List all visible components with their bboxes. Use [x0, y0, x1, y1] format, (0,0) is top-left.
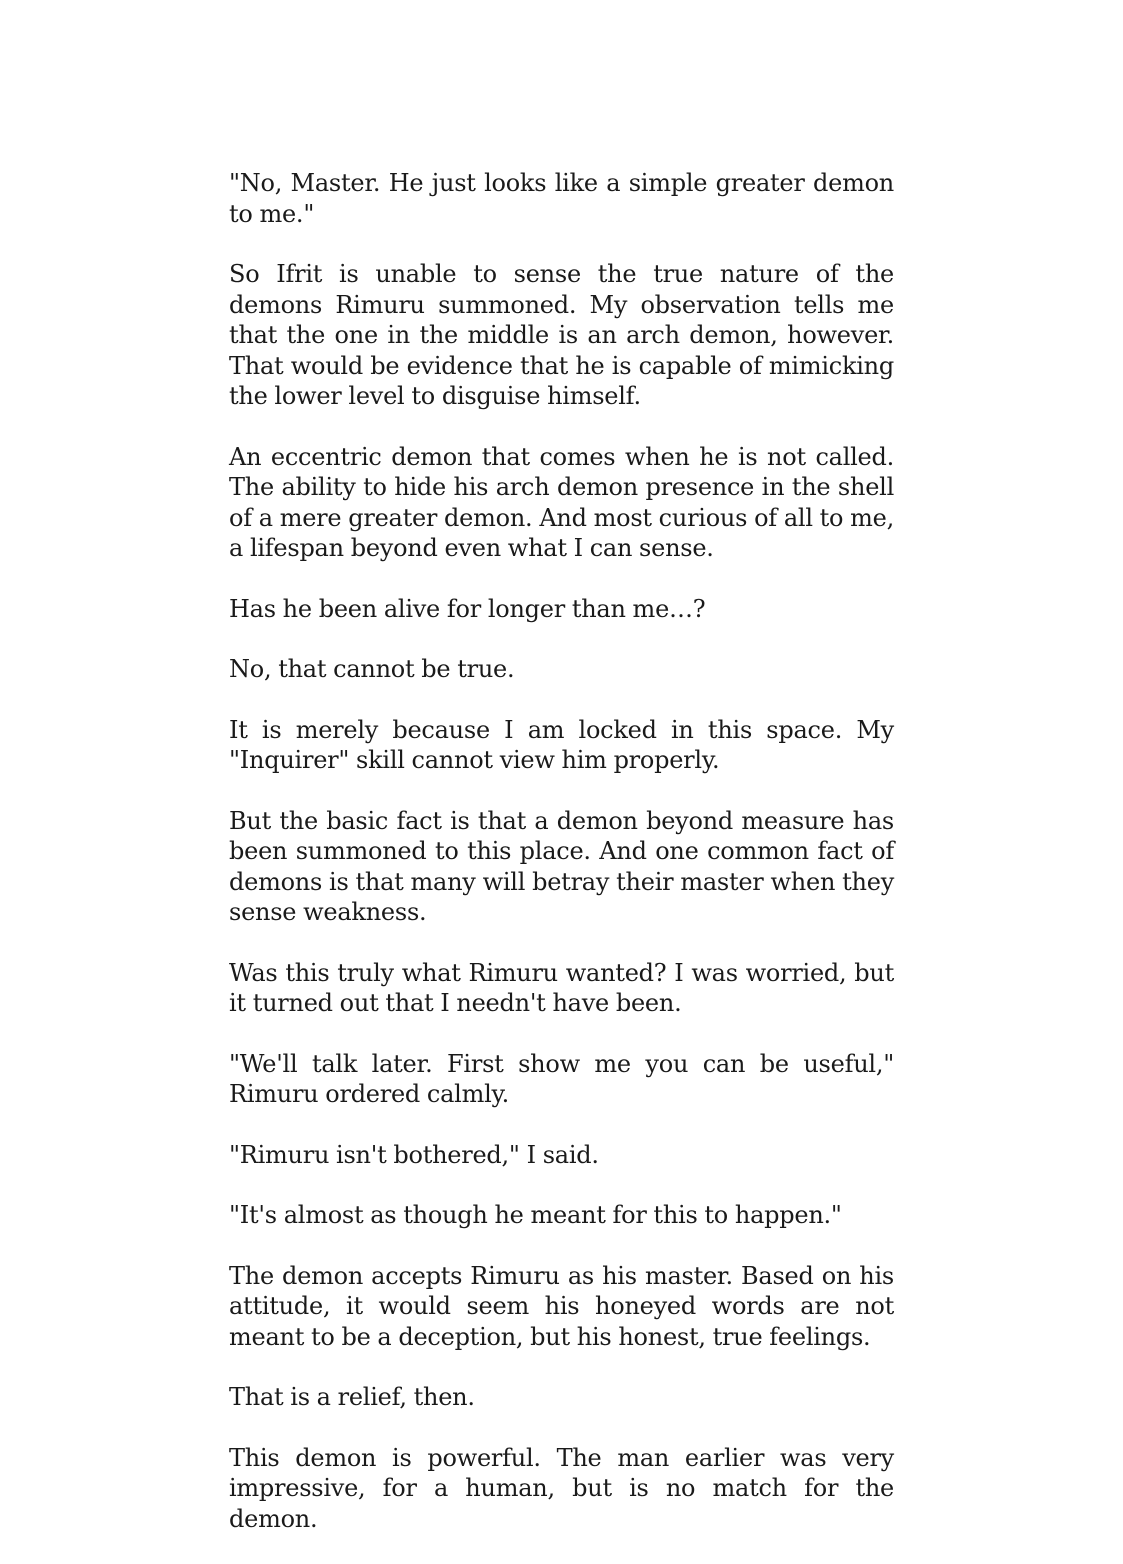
paragraph-5: No, that cannot be true. — [229, 655, 515, 683]
paragraph-13: That is a relief, then. — [229, 1383, 475, 1411]
body-text — [229, 168, 894, 1564]
paragraph-9: "We'll talk later. First show me you can be useful," Rimuru ordered calmly. — [229, 1049, 894, 1108]
paragraph-12: The demon accepts Rimuru as his master. Based on his attitude, it would seem his honeyed words are not meant to be a deception, but his honest, true feelings. — [229, 1261, 894, 1351]
paragraph-1: "No, Master. He just looks like a simple greater demon to me." — [229, 169, 894, 228]
paragraph-3: An eccentric demon that comes when he is not called. The ability to hide his arch demon presence in the shell of a mere greater demon. And most curious of all to me, a lifespan beyond even what I can sense. — [229, 442, 894, 562]
paragraph-2: So Ifrit is unable to sense the true nature of the demons Rimuru summoned. My observation tells me that the one in the middle is an arch demon, however. That would be evidence that he is capable of mimicking the lower level to disguise himself. — [229, 260, 894, 410]
paragraph-14: This demon is powerful. The man earlier was very impressive, for a human, but is no match for the demon. — [229, 1443, 894, 1533]
paragraph-4: Has he been alive for longer than me…? — [229, 594, 706, 623]
paragraph-6: It is merely because I am locked in this space. My "Inquirer" skill cannot view him properly. — [229, 715, 894, 774]
paragraph-11: "It's almost as though he meant for this to happen." — [229, 1201, 842, 1229]
paragraph-8: Was this truly what Rimuru wanted? I was worried, but it turned out that I needn't have been. — [229, 958, 894, 1017]
paragraph-7: But the basic fact is that a demon beyond measure has been summoned to this place. And one common fact of demons is that many will betray their master when they sense weakness. — [229, 806, 894, 926]
paragraph-10: "Rimuru isn't bothered," I said. — [229, 1140, 599, 1169]
